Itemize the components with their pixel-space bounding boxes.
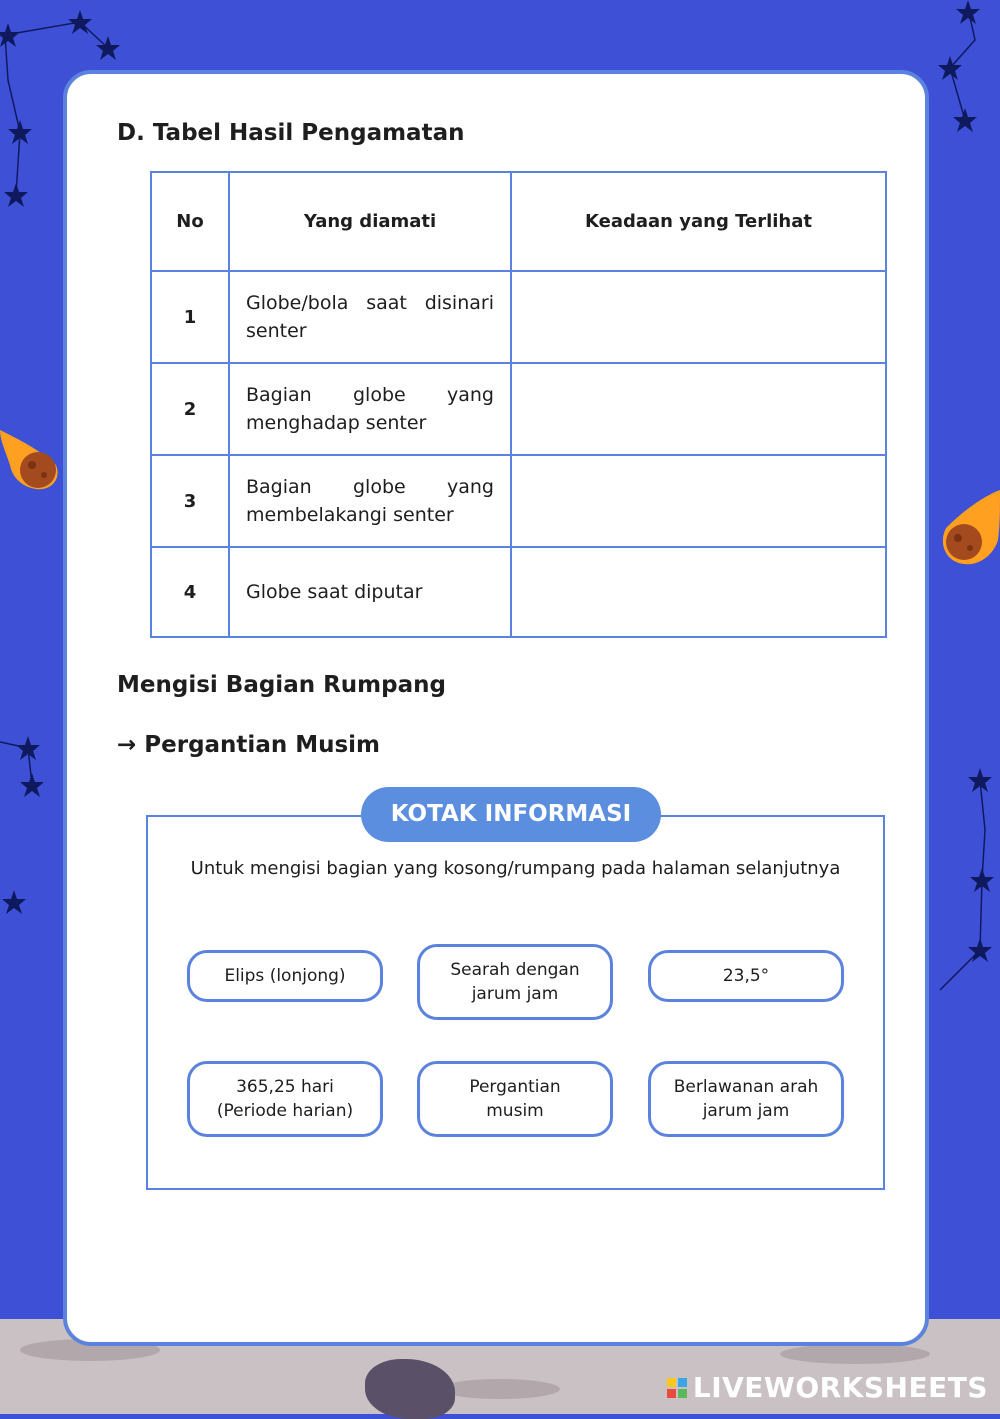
row-answer-cell[interactable] — [511, 363, 886, 455]
option-chip[interactable]: Pergantian musim — [417, 1061, 613, 1137]
header-condition: Keadaan yang Terlihat — [511, 172, 886, 271]
row-number: 1 — [151, 271, 229, 363]
section-title: Mengisi Bagian Rumpang — [117, 672, 446, 698]
row-observed: Bagian globe yang menghadap senter — [229, 363, 511, 455]
option-chip[interactable]: Berlawanan arah jarum jam — [648, 1061, 844, 1137]
row-answer-cell[interactable] — [511, 455, 886, 547]
table-row — [151, 363, 886, 455]
option-chip[interactable]: 23,5° — [648, 950, 844, 1002]
header-no: No — [151, 172, 229, 271]
liveworksheets-logo — [667, 1371, 988, 1404]
constellation-top-right — [930, 0, 1000, 140]
brand-name: LIVEWORKSHEETS — [692, 1371, 988, 1404]
liveworksheets-logo-icon — [667, 1378, 687, 1398]
subsection-title: → Pergantian Musim — [117, 732, 381, 758]
option-chip[interactable]: 365,25 hari (Periode harian) — [187, 1061, 383, 1137]
row-number: 3 — [151, 455, 229, 547]
observation-table — [150, 171, 887, 638]
info-box-label: KOTAK INFORMASI — [361, 787, 661, 842]
table-header-row — [151, 172, 886, 271]
row-observed: Globe saat diputar — [229, 547, 511, 637]
option-chip[interactable]: Elips (lonjong) — [187, 950, 383, 1002]
option-chip[interactable]: Searah dengan jarum jam — [417, 944, 613, 1020]
row-observed: Bagian globe yang membelakangi senter — [229, 455, 511, 547]
meteor-left — [0, 425, 64, 495]
info-box-description: Untuk mengisi bagian yang kosong/rumpang pada halaman selanjutnya — [190, 858, 841, 879]
table-row — [151, 547, 886, 637]
section-heading-table: D. Tabel Hasil Pengamatan — [117, 120, 465, 146]
table-row — [151, 271, 886, 363]
meteor-right — [934, 490, 1000, 566]
constellation-right-mid — [930, 760, 1000, 1000]
row-answer-cell[interactable] — [511, 271, 886, 363]
row-observed: Globe/bola saat disinari senter — [229, 271, 511, 363]
constellation-left-mid — [0, 730, 70, 930]
table-row — [151, 455, 886, 547]
row-number: 4 — [151, 547, 229, 637]
row-answer-cell[interactable] — [511, 547, 886, 637]
row-number: 2 — [151, 363, 229, 455]
header-observed: Yang diamati — [229, 172, 511, 271]
